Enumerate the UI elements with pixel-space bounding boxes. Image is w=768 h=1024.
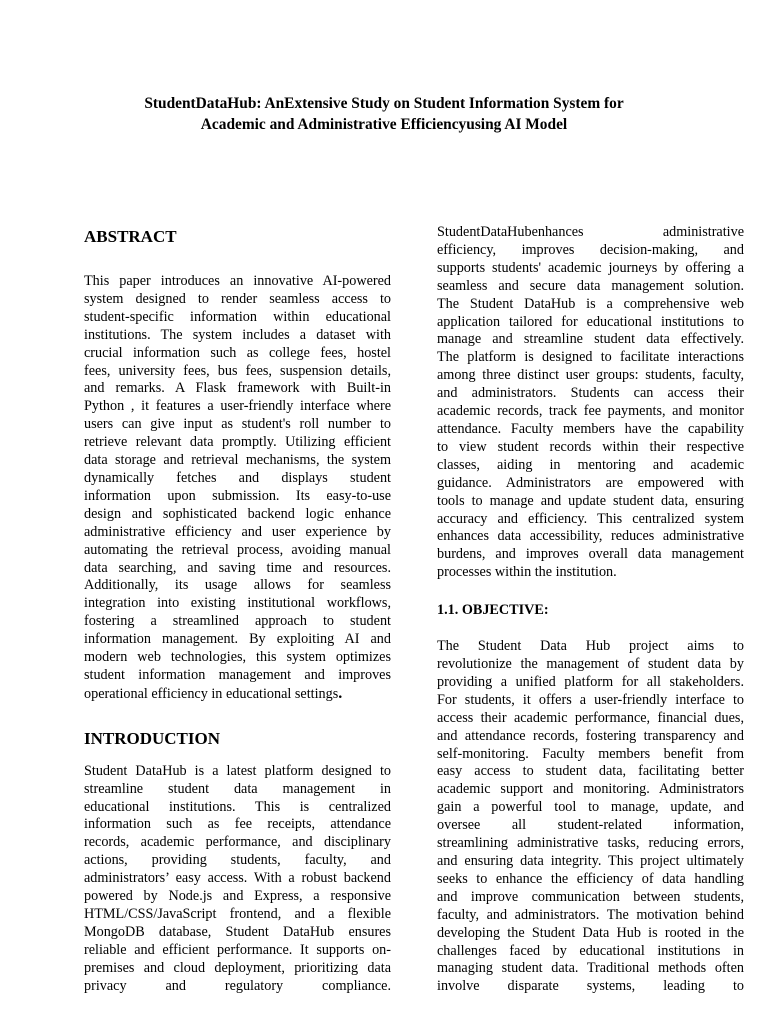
abstract-end-mark: .: [338, 684, 343, 702]
abstract-line: student information management and improves: [84, 666, 391, 683]
abstract-line: integration into existing institutional workflows,: [84, 595, 391, 612]
introduction-line: Student DataHub is a latest platform designed to: [84, 762, 391, 779]
introduction-line: actions, providing students, faculty, and: [84, 852, 391, 869]
objective-line: involve disparate systems, leading to: [437, 978, 744, 995]
objective-line: seeks to enhance the efficiency of data handling: [437, 870, 744, 887]
introduction-line: educational institutions. This is centralized: [84, 798, 391, 815]
objective-line: developing the Student Data Hub is rooted in the: [437, 924, 744, 941]
introduction-continued-line: guidance. Administrators are empowered with: [437, 474, 744, 491]
objective-line: For students, it offers a user-friendly interface to: [437, 691, 744, 708]
paper-title: [0, 93, 768, 135]
abstract-line: and remarks. A Flask framework with Built-in: [84, 380, 391, 397]
introduction-continued-line: supports students' academic journeys by offering a: [437, 259, 744, 276]
abstract-last-line: [84, 685, 391, 704]
objective-line: revolutionize the management of student data by: [437, 656, 744, 673]
introduction-continued-body: [437, 224, 744, 582]
abstract-line: information management. By exploiting AI and: [84, 631, 391, 648]
introduction-heading: INTRODUCTION: [84, 728, 221, 748]
introduction-continued-line: burdens, and improves overall data management: [437, 546, 744, 563]
introduction-line: MongoDB database, Student DataHub ensures: [84, 923, 391, 940]
abstract-line: retrieve relevant data promptly. Utilizing efficient: [84, 434, 391, 451]
introduction-continued-line: processes within the institution.: [437, 564, 617, 581]
introduction-line: streamline student data management in: [84, 780, 391, 797]
introduction-line: information such as fee receipts, attendance: [84, 816, 391, 833]
introduction-continued-line: The Student DataHub is a comprehensive web: [437, 295, 744, 312]
abstract-line: operational efficiency in educational settings: [84, 685, 339, 702]
introduction-continued-line: efficiency, improves decision-making, and: [437, 241, 744, 258]
abstract-line: design and sophisticated backend logic enhance: [84, 505, 391, 522]
introduction-line: premises and cloud deployment, prioritizing data: [84, 959, 391, 976]
objective-line: and improve communication between students,: [437, 888, 744, 905]
introduction-line: administrators’ easy access. With a robust backend: [84, 870, 391, 887]
abstract-line: Additionally, its usage allows for seamless: [84, 577, 391, 594]
objective-line: academic support and monitoring. Administrators: [437, 781, 744, 798]
introduction-line: HTML/CSS/JavaScript frontend, and a flexible: [84, 906, 391, 922]
objective-line: streamlining administrative tasks, reducing errors,: [437, 835, 744, 852]
objective-line: easy access to student data, facilitating better: [437, 763, 744, 780]
objective-line: and ensuring data integrity. This project ultimately: [437, 853, 744, 869]
abstract-line: fees, university fees, bus fees, suspension details,: [84, 362, 391, 379]
abstract-line: This paper introduces an innovative AI-powered: [84, 273, 391, 289]
objective-heading: 1.1. OBJECTIVE:: [437, 602, 549, 619]
abstract-line: data storage and retrieval mechanisms, the system: [84, 452, 391, 469]
objective-line: self-monitoring. Faculty members benefit from: [437, 745, 744, 762]
abstract-line: data searching, and saving time and resources.: [84, 559, 391, 576]
objective-line: gain a powerful tool to manage, update, and: [437, 799, 744, 816]
abstract-line: institutions. The system includes a dataset with: [84, 326, 391, 343]
introduction-line: powered by Node.js and Express, a responsive: [84, 888, 391, 905]
introduction-continued-line: seamless and secure data management solution.: [437, 277, 744, 294]
abstract-heading: ABSTRACT: [84, 227, 177, 246]
introduction-continued-line: enhances data accessibility, reduces administrative: [437, 528, 744, 545]
objective-line: and attendance records, fostering transparency and: [437, 727, 744, 744]
objective-line: challenges faced by educational institutions in: [437, 942, 744, 959]
right-column: [437, 224, 744, 996]
introduction-continued-line: manage and streamline student data effectively.: [437, 331, 744, 348]
introduction-continued-line: attendance. Faculty members have the capability: [437, 420, 744, 437]
introduction-line: reliable and efficient performance. It supports on-: [84, 941, 391, 958]
introduction-continued-line: tools to manage and update student data, ensuring: [437, 492, 744, 509]
objective-line: The Student Data Hub project aims to: [437, 638, 744, 655]
abstract-line: system designed to render seamless access to: [84, 290, 391, 307]
paper-title-line: Academic and Administrative Efficiencyusing AI Model: [200, 116, 568, 133]
abstract-line: fostering a streamlined approach to student: [84, 613, 391, 630]
paper-title-line: StudentDataHub: AnExtensive Study on Student Information System for: [144, 95, 624, 112]
abstract-line: crucial information such as college fees, hostel: [84, 344, 391, 361]
abstract-line: information upon submission. Its easy-to-use: [84, 487, 391, 504]
objective-line: access their academic performance, financial dues,: [437, 709, 744, 726]
introduction-continued-line: to view student records within their respective: [437, 438, 744, 455]
abstract-line: users can give input as student's roll number to: [84, 416, 391, 433]
abstract-body: [84, 273, 391, 704]
abstract-line: modern web technologies, this system optimizes: [84, 649, 391, 666]
introduction-continued-line: accuracy and efficiency. This centralized system: [437, 510, 744, 527]
introduction-continued-line: and administrators. Students can access their: [437, 385, 744, 402]
introduction-line: privacy and regulatory compliance.: [84, 977, 391, 994]
introduction-continued-line: academic records, track fee payments, and monitor: [437, 403, 744, 420]
abstract-line: administrative efficiency and user experience by: [84, 523, 391, 540]
objective-line: faculty, and administrators. The motivation behind: [437, 906, 744, 923]
introduction-continued-line: StudentDataHubenhances administrative: [437, 224, 744, 240]
introduction-continued-line: classes, aiding in mentoring and academic: [437, 456, 744, 473]
introduction-body: [84, 763, 391, 996]
objective-line: managing student data. Traditional methods often: [437, 960, 744, 977]
abstract-line: student-specific information within educational: [84, 308, 391, 325]
abstract-line: automating the retrieval process, avoiding manual: [84, 541, 391, 558]
introduction-continued-line: among three distinct user groups: students, faculty,: [437, 367, 744, 384]
abstract-line: Python , it features a user-friendly interface where: [84, 398, 391, 415]
introduction-continued-line: application tailored for educational institutions to: [437, 313, 744, 330]
left-column: [84, 226, 391, 996]
objective-line: providing a unified platform for all stakeholders.: [437, 673, 744, 690]
abstract-line: dynamically fetches and displays student: [84, 469, 391, 486]
introduction-line: records, academic performance, and disciplinary: [84, 834, 391, 851]
objective-body: [437, 638, 744, 996]
introduction-continued-line: The platform is designed to facilitate interactions: [437, 349, 744, 366]
objective-line: oversee all student-related information,: [437, 817, 744, 834]
